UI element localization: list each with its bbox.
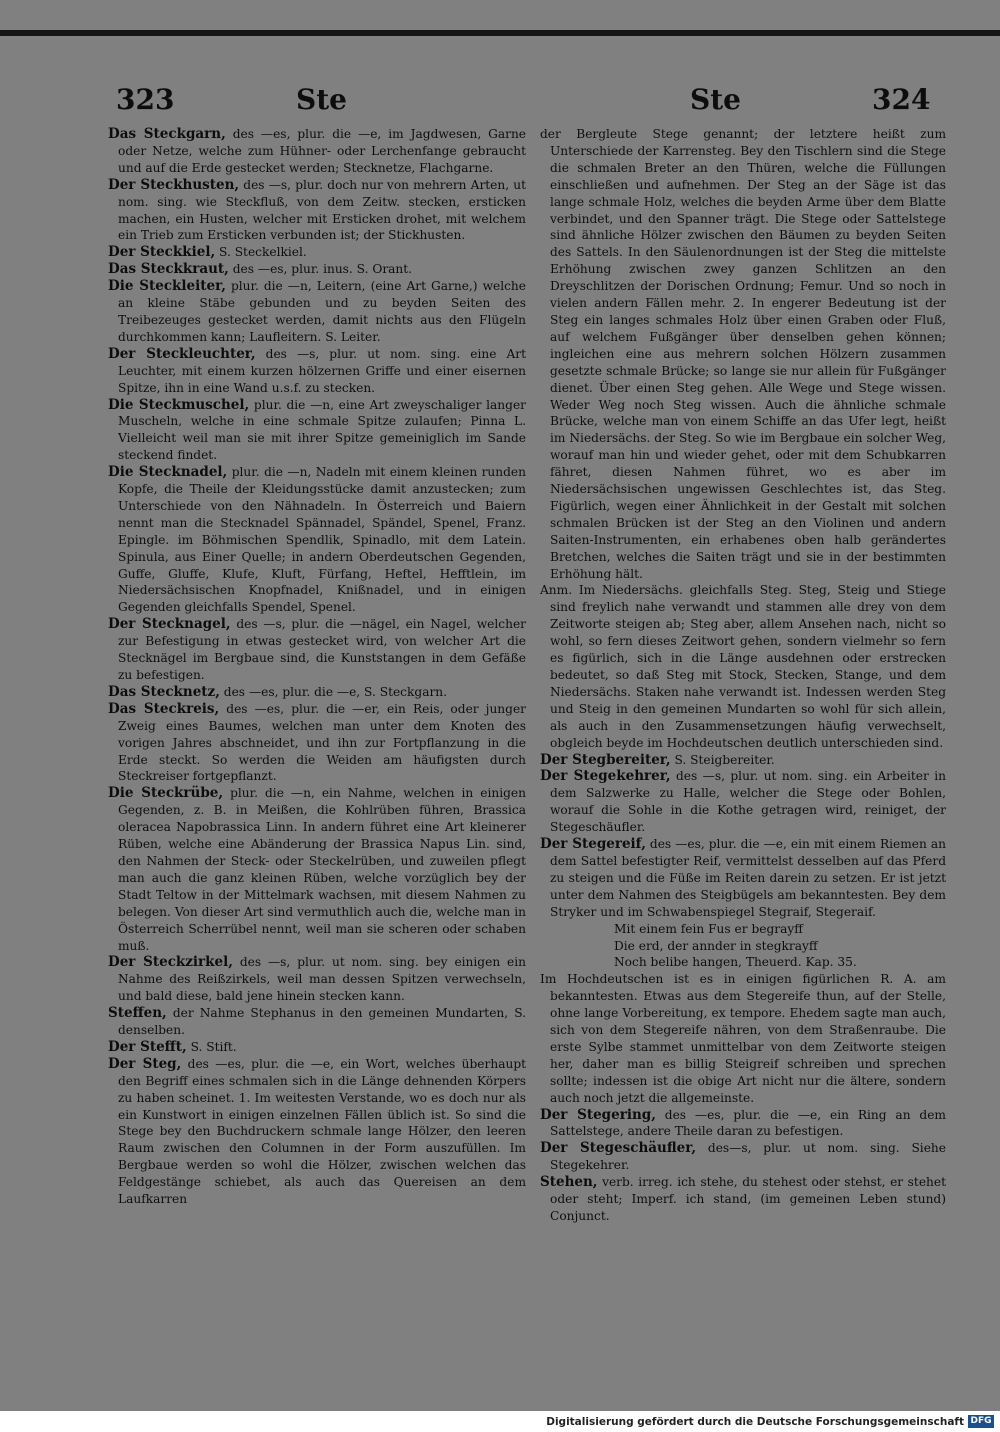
quote-line: Noch belibe hangen, Theuerd. Kap. 35. <box>614 955 857 970</box>
entry-text: der Bergleute Stege genannt; der letztere heißt zum Unterschiede der Karrensteg. Bey den Tischlern sind die Stege die schmalen Breter an den Thüren, welche die Füllungen einschließen und aufnehmen. Der Steg an der Säge ist das lange schmale Holz, welches die beyden Arme über dem Blatte verbindet, und den Spanner trägt. Die Stege oder Sattelstege sind ähnliche Hölzer zwischen den Bäumen zu beyden Seiten des Sattels. In den Säulenordnungen ist der Steg die mittelste Erhöhung zwischen zwey ganzen Schlitzen an den Dreyschlitzen der Dorischen Ordnung; Femur. Und so noch in vielen andern Fällen mehr. 2. In engerer Bedeutung ist der Steg ein langes schmales Holz über einen Graben oder Fluß, auf welchem Fußgänger über denselben gehen können; ingleichen eine aus mehrern solchen Hölzern zusammen gesetzte schmale Brücke; so lange sie nur allein für Fußgänger dienet. Über einen Steg gehen. Alle Wege und Stege wissen. Weder Weg noch Steg wissen. Auch die ähnliche schmale Brücke, welche man von einem Schiffe an das Ufer legt, heißt im Niedersächs. der Steg. So wie im Bergbaue ein solcher Weg, worauf man hin und wieder gehet, oder mit dem Schubkarren fähret, diesen Nahmen führet, wo es aber im Niedersächsischen ungewissen Geschlechtes ist, das Steg. Figürlich, wegen einer Ähnlichkeit in der Gestalt mit solchen schmalen Brücken ist der Steg an den Violinen und andern Saiten-Instrumenten, ein erhabenes oben halb gerändertes Bretchen, welches die Saiten trägt und sie in der bestimmten Erhöhung hält. <box>540 127 946 581</box>
quote-line: Mit einem fein Fus er begrayff <box>614 921 803 936</box>
entry-lemma: Der Stegereif, <box>540 836 646 853</box>
entry-text: plur. die —n, ein Nahme, welchen in einigen Gegenden, z. B. in Meißen, die Kohlrüben führen, Brassica oleracea Napobrassica Linn. In andern führet eine Art kleinerer Rüben, welche eine Abänderung der Brassica Napus Lin. sind, den Nahmen der Steck- oder Steckelrüben, und zuweilen pflegt man auch die ganz kleinen Rüben, welche vorzüglich bey der Stadt Teltow in der Mittelmark wachsen, mit diesem Nahmen zu belegen. Von dieser Art sind vermuthlich auch die, welche man in Österreich Scherrübel nennt, weil man sie scheren oder schaben muß. <box>118 786 526 953</box>
entry-text: des —es, plur. die —e, ein Wort, welches überhaupt den Begriff eines schmalen sich in die Länge dehnenden Körpers zu haben scheinet. 1. Im weitesten Verstande, wo es doch nur als ein Kunstwort in einigen einzelnen Fällen üblich ist. So sind die Stege bey den Buchdruckern schmale lange Hölzer, den leeren Raum zwischen den Columnen in der Form auszufüllen. Im Bergbaue werden so wohl die Hölzer, zwischen welchen das Feldgestänge schiebet, als auch das Quereisen an dem Laufkarren <box>118 1056 527 1207</box>
dictionary-entry <box>108 346 526 397</box>
entry-lemma: Stehen, <box>540 1174 598 1191</box>
entry-lemma: Der Stegbereiter, <box>540 751 671 768</box>
dictionary-entry <box>108 1005 526 1039</box>
entry-text: Im Hochdeutschen ist es in einigen figürlichen R. A. am bekanntesten. Etwas aus dem Stegereife thun, auf der Stelle, ohne lange Vorbereitung, ex tempore. Ehedem sagte man auch, sich von dem Stegereife nähren, von dem Straßenraube. Die erste Sylbe stammet unmittelbar von dem Zeitworte steigen her, daher man es billig Steigreif schreiben und sprechen sollte; indessen ist die obige Art nicht nur die ältere, sondern auch noch jetzt die allgemeinste. <box>540 972 946 1105</box>
entry-text: verb. irreg. ich stehe, du stehest oder stehst, er stehet oder steht; Imperf. ich stand, (im gemeinen Leben stund) Conjunct. <box>550 1175 946 1223</box>
entry-text: S. Steckelkiel. <box>219 245 307 260</box>
entry-text: des —es, plur. inus. S. Orant. <box>232 262 413 277</box>
dictionary-entry <box>540 752 946 769</box>
dictionary-entry <box>108 1039 526 1056</box>
entry-lemma: Der Stefft, <box>108 1038 187 1055</box>
entry-text: des —s, plur. ut nom. sing. eine Art Leuchter, mit einem kurzen hölzernen Griffe und einer eisernen Spitze, ihn in eine Wand u.s.f. zu stecken. <box>118 346 527 395</box>
entry-lemma: Die Stecknadel, <box>108 464 228 481</box>
entry-lemma: Das Stecknetz, <box>108 683 220 700</box>
dictionary-entry <box>108 244 526 261</box>
entry-text: des —es, plur. die —er, ein Reis, oder junger Zweig eines Baumes, welchen man unter dem Knoten des vorigen Jahres abschneidet, und ihn zur Fortpflanzung in die Erde steckt. So werden die Weiden am häufigsten durch Steckreiser fortgepflanzt. <box>118 701 526 784</box>
page-number-right: 324 <box>872 83 931 116</box>
dictionary-entry <box>108 126 526 177</box>
dictionary-entry <box>108 261 526 278</box>
entry-lemma: Der Stegering, <box>540 1106 656 1123</box>
scan-edge-bar <box>0 30 1000 36</box>
entry-lemma: Der Stecknagel, <box>108 616 231 633</box>
dfg-logo-icon: DFG <box>968 1415 994 1428</box>
dictionary-entry <box>108 1056 526 1208</box>
running-head-left: Ste <box>296 83 347 116</box>
entry-text: des—s, plur. ut nom. sing. Siehe Stegekehrer. <box>550 1141 946 1173</box>
entry-text: des —s, plur. ut nom. sing. bey einigen ein Nahme des Reißzirkels, weil man dessen Spitzen verwechseln, und bald diese, bald jene hinein stecken kann. <box>118 955 527 1004</box>
entry-lemma: Der Steckhusten, <box>108 176 240 193</box>
entry-text: des —es, plur. die —e, ein mit einem Riemen an dem Sattel befestigter Reif, vermittelst desselben auf das Pferd zu steigen und die Füße im Reiten darein zu setzen. Er ist jetzt unter dem Nahmen des Steigbügels am bekanntesten. Bey dem Stryker und im Schwabenspiegel Stegraif, Stegeraif. <box>550 837 946 919</box>
dictionary-entry <box>108 278 526 346</box>
entry-lemma: Die Steckrübe, <box>108 785 224 802</box>
dictionary-entry <box>540 1107 946 1141</box>
right-column <box>540 126 946 1225</box>
entry-lemma: Das Steckgarn, <box>108 126 226 142</box>
dictionary-entry <box>108 684 526 701</box>
dictionary-entry <box>540 1140 946 1174</box>
entry-text: des —s, plur. doch nur von mehrern Arten, ut nom. sing. wie Steckfluß, von dem Zeitw. stecken, ersticken machen, ein Husten, welcher mit Ersticken drohet, mit welchem ein Trieb zum Ersticken verbunden ist; der Stickhusten. <box>118 177 527 243</box>
page-number-left: 323 <box>116 83 175 116</box>
entry-lemma: Die Steckleiter, <box>108 278 226 295</box>
entry-lemma: Der Stegeschäufler, <box>540 1140 697 1157</box>
entry-text: des —es, plur. die —e, S. Steckgarn. <box>223 684 448 699</box>
dictionary-entry <box>108 616 526 684</box>
entry-text: des —s, plur. ut nom. sing. ein Arbeiter in dem Salzwerke zu Halle, welcher die Stege oder Bohlen, worauf die Sohle in die Kothe getragen wird, reiniget, der Stegeschäufler. <box>550 769 946 835</box>
dictionary-entry <box>540 768 946 836</box>
entry-text: Anm. Im Niedersächs. gleichfalls Steg. Steg, Steig und Stiege sind freylich nahe verwandt und stammen alle drey von dem Zeitworte steigen ab; Steg aber, allem Ansehen nach, nicht so wohl, so fern dieses Zeitwort gehen, sondern vielmehr so fern es figürlich, sich in die Länge ausdehnen oder erstrecken bedeutet, so daß Steg mit Stock, Stecken, Stange, und dem Niedersächs. Staken nahe verwandt ist. Indessen werden Steg und Steig in den gemeinen Mundarten so wohl für sich allein, als auch in den Zusammensetzungen häufig verwechselt, obgleich beyde im Hochdeutschen deutlich unterschieden sind. <box>540 583 946 750</box>
entry-text: S. Stift. <box>190 1039 237 1054</box>
entry-text: plur. die —n, Nadeln mit einem kleinen runden Kopfe, die Theile der Kleidungsstücke damit anzustecken; zum Unterschiede von den Nähnadeln. In Österreich und Baiern nennt man die Stecknadel Spännadel, Spändel, Spenel, Franz. Epingle. im Böhmischen Spendlik, Spinadlo, mit dem Latein. Spinula, aus Einer Quelle; in andern Oberdeutschen Gegenden, Guffe, Gluffe, Klufe, Kluft, Fürfang, Heftel, Hefftlein, im Niedersächsischen Knopfnadel, Knißnadel, und in einigen Gegenden gleichfalls Spendel, Spenel. <box>118 465 526 615</box>
dictionary-entry <box>540 1174 946 1225</box>
dictionary-entry <box>108 177 526 245</box>
quote-line: Die erd, der annder in stegkrayff <box>614 938 818 953</box>
dictionary-entry <box>540 971 946 1106</box>
running-head-right: Ste <box>690 83 741 116</box>
entry-lemma: Der Steckleuchter, <box>108 345 256 362</box>
entry-text: des —s, plur. die —nägel, ein Nagel, welcher zur Befestigung in etwas gestecket wird, von welcher Art die Stecknägel im Bergbaue sind, die Kunststangen in dem Gefäße zu befestigen. <box>118 617 527 682</box>
footer-credit: Digitalisierung gefördert durch die Deutsche Forschungsgemeinschaft <box>546 1416 964 1428</box>
entry-lemma: Der Steg, <box>108 1055 182 1072</box>
entry-text: plur. die —n, Leitern, (eine Art Garne,) welche an kleine Stäbe gebunden und zu beyden Seiten des Treibezeuges gestecket werden, damit nichts aus den Flügeln durchkommen kann; Laufleitern. S. Leiter. <box>118 279 526 344</box>
dictionary-entry <box>108 701 526 786</box>
entry-text: des —es, plur. die —e, ein Ring an dem Sattelstege, andere Theile daran zu befestigen. <box>550 1107 946 1139</box>
entry-lemma: Steffen, <box>108 1005 167 1022</box>
entry-lemma: Das Steckkraut, <box>108 261 229 278</box>
entry-text: plur. die —n, eine Art zweyschaliger langer Muscheln, welche in eine schmale Spitze zulaufen; Pinna L. Vielleicht weil man sie mit ihrer Spitze gemeiniglich im Sande steckend findet. <box>118 397 526 463</box>
entry-text: der Nahme Stephanus in den gemeinen Mundarten, S. denselben. <box>118 1006 526 1038</box>
entry-lemma: Die Steckmuschel, <box>108 396 250 413</box>
entry-text: des —es, plur. die —e, im Jagdwesen, Garne oder Netze, welche zum Hühner- oder Lerchenfange gebraucht und auf die Erde gestecket werden; Stecknetze, Flachgarne. <box>118 127 527 175</box>
entry-lemma: Der Steckkiel, <box>108 244 216 261</box>
dictionary-entry <box>108 397 526 465</box>
dictionary-entry <box>108 785 526 954</box>
dictionary-entry <box>108 954 526 1005</box>
entry-lemma: Das Steckreis, <box>108 700 220 717</box>
dictionary-entry <box>540 582 946 751</box>
dictionary-entry <box>108 464 526 616</box>
left-column <box>108 126 526 1208</box>
entry-lemma: Der Steckzirkel, <box>108 954 233 971</box>
entry-text: S. Steigbereiter. <box>674 752 775 767</box>
dictionary-entry <box>540 836 946 921</box>
entry-lemma: Der Stegekehrer, <box>540 768 671 785</box>
dictionary-entry <box>540 126 946 582</box>
